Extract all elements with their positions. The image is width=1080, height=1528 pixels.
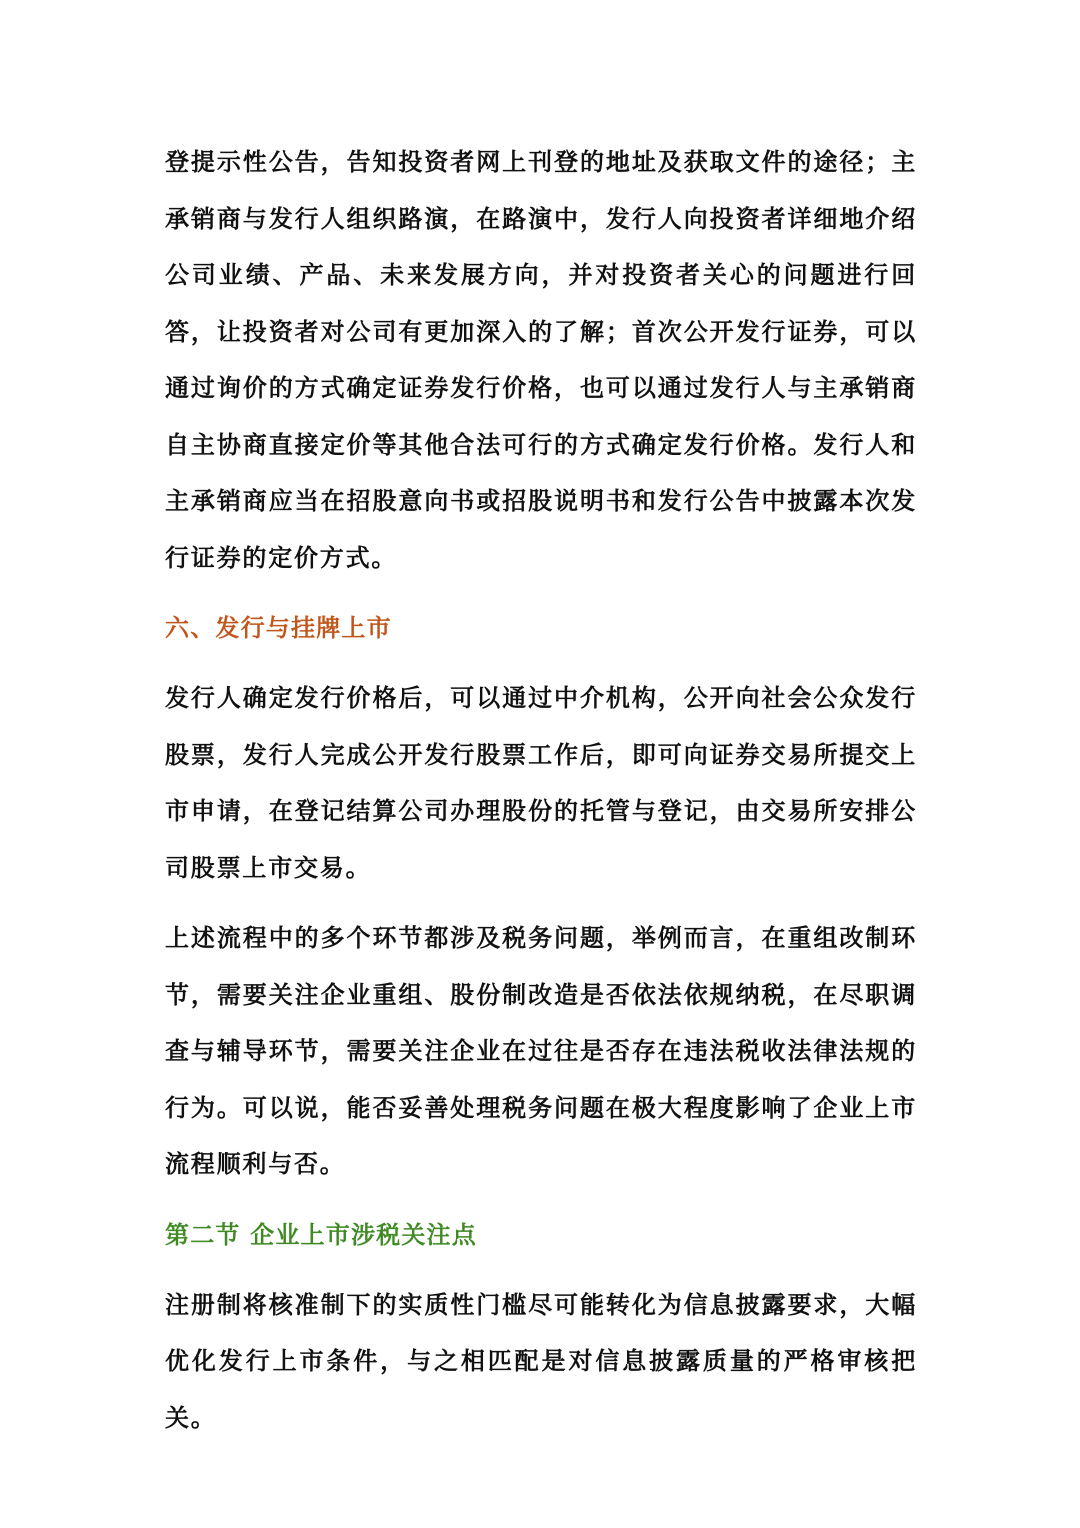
paragraph-registration-system: 注册制将核准制下的实质性门槛尽可能转化为信息披露要求，大幅优化发行上市条件，与之相匹配是对信息披露质量的严格审核把关。: [165, 1290, 917, 1432]
paragraph-pricing: 登提示性公告，告知投资者网上刊登的地址及获取文件的途径；主承销商与发行人组织路演，在路演中，发行人向投资者详细地介绍公司业绩、产品、未来发展方向，并对投资者关心的问题进行回答，让投资者对公司有更加深入的了解；首次公开发行证券，可以通过询价的方式确定证券发行价格，也可以通过发行人与主承销商自主协商直接定价等其他合法可行的方式确定发行价格。发行人和主承销商应当在招股意向书或招股说明书和发行公告中披露本次发行证券的定价方式。: [165, 148, 917, 572]
chapter-heading-tax-concerns: 第二节 企业上市涉税关注点: [165, 1220, 477, 1249]
paragraph-issuance: 发行人确定发行价格后，可以通过中介机构，公开向社会公众发行股票，发行人完成公开发行股票工作后，即可向证券交易所提交上市申请，在登记结算公司办理股份的托管与登记，由交易所安排公司股票上市交易。: [165, 684, 917, 882]
document-page: [165, 134, 917, 1446]
paragraph-tax-issues: 上述流程中的多个环节都涉及税务问题，举例而言，在重组改制环节，需要关注企业重组、股份制改造是否依法依规纳税，在尽职调查与辅导环节，需要关注企业在过往是否存在违法税收法律法规的行为。可以说，能否妥善处理税务问题在极大程度影响了企业上市流程顺利与否。: [165, 924, 917, 1178]
section-heading-issuance-listing: 六、发行与挂牌上市: [165, 614, 392, 642]
